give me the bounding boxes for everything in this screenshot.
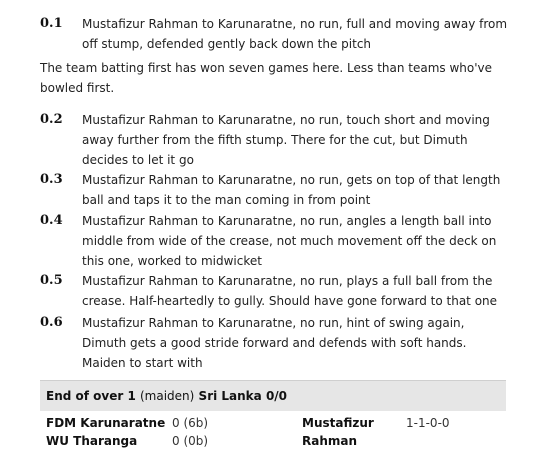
bowler-figures: 1-1-0-0 bbox=[406, 416, 450, 430]
commentary-text: Mustafizur Rahman to Karunaratne, no run, gets on top of that length ball and taps it to the man coming in from point bbox=[82, 173, 501, 207]
over-ball-number: 0.5 bbox=[40, 273, 63, 288]
over-summary-body bbox=[40, 411, 506, 457]
over-label: End of over 1 bbox=[46, 389, 136, 403]
over-ball-number: 0.1 bbox=[40, 16, 63, 31]
commentary-text: Mustafizur Rahman to Karunaratne, no run, full and moving away from off stump, defended gently back down the pitch bbox=[82, 17, 508, 51]
team-score: Sri Lanka 0/0 bbox=[198, 389, 288, 403]
over-ball-number: 0.4 bbox=[40, 213, 63, 228]
batsman-figures: 0 (0b) bbox=[172, 434, 209, 448]
commentary-text: Mustafizur Rahman to Karunaratne, no run, plays a full ball from the crease. Half-heartedly to gully. Should have gone forward to that one bbox=[82, 274, 498, 308]
over-ball-number: 0.2 bbox=[40, 112, 63, 127]
over-summary-header bbox=[46, 386, 287, 406]
commentary-note: The team batting first has won seven games here. Less than teams who've bowled first. bbox=[40, 61, 493, 95]
commentary-text: Mustafizur Rahman to Karunaratne, no run, hint of swing again, Dimuth gets a good stride forward and defends with soft hands. Maiden to start with bbox=[82, 316, 467, 370]
over-summary bbox=[40, 380, 506, 457]
maiden-tag: (maiden) bbox=[140, 389, 195, 403]
over-ball-number: 0.6 bbox=[40, 315, 63, 330]
bowler-name: Mustafizur Rahman bbox=[302, 416, 374, 448]
over-ball-number: 0.3 bbox=[40, 172, 63, 187]
batsman-name: FDM Karunaratne bbox=[46, 416, 166, 430]
commentary-text: Mustafizur Rahman to Karunaratne, no run, touch short and moving away further from the fifth stump. There for the cut, but Dimuth decides to let it go bbox=[82, 113, 490, 167]
commentary-text: Mustafizur Rahman to Karunaratne, no run, angles a length ball into middle from wide of the crease, not much movement off the deck on this one, worked to midwicket bbox=[82, 214, 497, 268]
batsman-figures: 0 (6b) bbox=[172, 416, 209, 430]
batsman-name: WU Tharanga bbox=[46, 434, 138, 448]
